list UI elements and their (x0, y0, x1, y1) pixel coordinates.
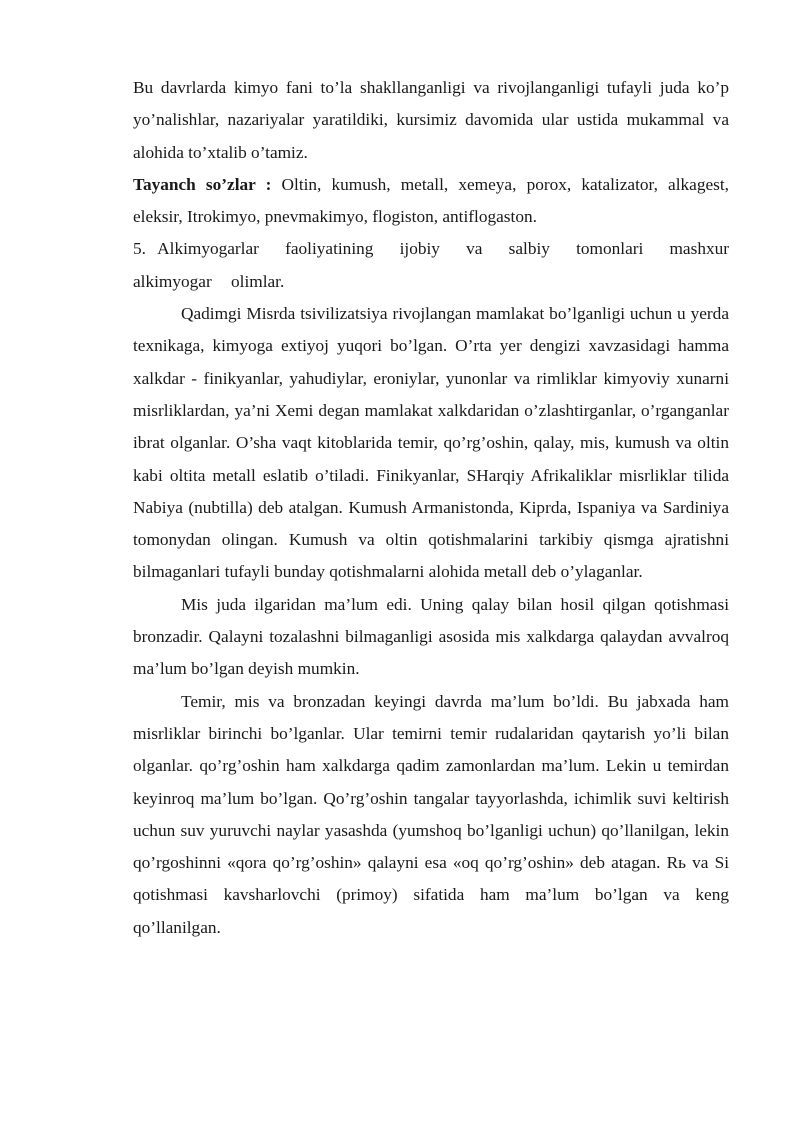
keywords-label: Tayanch so’zlar : (133, 174, 272, 194)
keywords-paragraph (133, 169, 729, 234)
section-heading (133, 233, 729, 298)
keywords-list: Oltin, kumush, metall, xemeya, porox, katalizator, alkagest, eleksir, Itrokimyo, pnevmakimyo, flogiston, antiflogaston. (133, 174, 729, 227)
copper-paragraph: Mis juda ilgaridan ma’lum edi. Uning qalay bilan hosil qilgan qotishmasi bronzadir. Qalayni tozalashni bilmaganligi asosida mis xalkdarga qalaydan avvalroq ma’lum bo’lgan deyish mumkin. (133, 594, 729, 679)
section-title: Alkimyogarlar faoliyatining ijobiy va salbiy tomonlari mashxur alkimyogar olimlar. (133, 239, 729, 291)
document-page (133, 72, 729, 944)
iron-paragraph: Temir, mis va bronzadan keyingi davrda ma’lum bo’ldi. Bu jabxada ham misrliklar birinchi bo’lganlar. Ular temirni temir rudalaridan qaytarish yo’li bilan olganlar. qo’rg’oshin ham xalkdarga qadim zamonlardan ma’lum. Lekin u temirdan keyinroq ma’lum bo’lgan. Qo’rg’oshin tangalar tayyorlashda, ichimlik suvi keltirish uchun suv yuruvchi naylar yasashda (yumshoq bo’lganligi uchun) qo’llanilgan, lekin qo’rgoshinni «qora qo’rg’oshin» qalayni esa «oq qo’rg’oshin» deb atagan. Rь va Si qotishmasi kavsharlovchi (primoy) sifatida ham ma’lum bo’lgan va keng qo’llanilgan. (133, 691, 729, 937)
egypt-paragraph: Qadimgi Misrda tsivilizatsiya rivojlangan mamlakat bo’lganligi uchun u yerda texnikaga, kimyoga extiyoj yuqori bo’lgan. O’rta yer dengizi xavzasidagi hamma xalkdar - finikyanlar, yahudiylar, eroniylar, yunonlar va rimliklar kimyoviy xunarni misrliklardan, ya’ni Xemi degan mamlakat xalkdaridan o’zlashtirganlar, o’rganganlar ibrat olganlar. O’sha vaqt kitoblarida temir, qo’rg’oshin, qalay, mis, kumush va oltin kabi oltita metall eslatib o’tiladi. Finikyanlar, SHarqiy Afrikaliklar misrliklar tilida Nabiya (nubtilla) deb atalgan. Kumush Armanistonda, Kiprda, Ispaniya va Sardiniya tomonydan olingan. Kumush va oltin qotishmalarini tarkibiy qismga ajratishni bilmaganlari tufayli bunday qotishmalarni alohida metall deb o’ylaganlar. (133, 304, 729, 582)
section-number: 5. (133, 239, 146, 259)
intro-paragraph: Bu davrlarda kimyo fani to’la shakllanganligi va rivojlanganligi tufayli juda ko’p yo’nalishlar, nazariyalar yaratildiki, kursimiz davomida ular ustida mukammal va alohida to’xtalib o’tamiz. (133, 78, 729, 162)
